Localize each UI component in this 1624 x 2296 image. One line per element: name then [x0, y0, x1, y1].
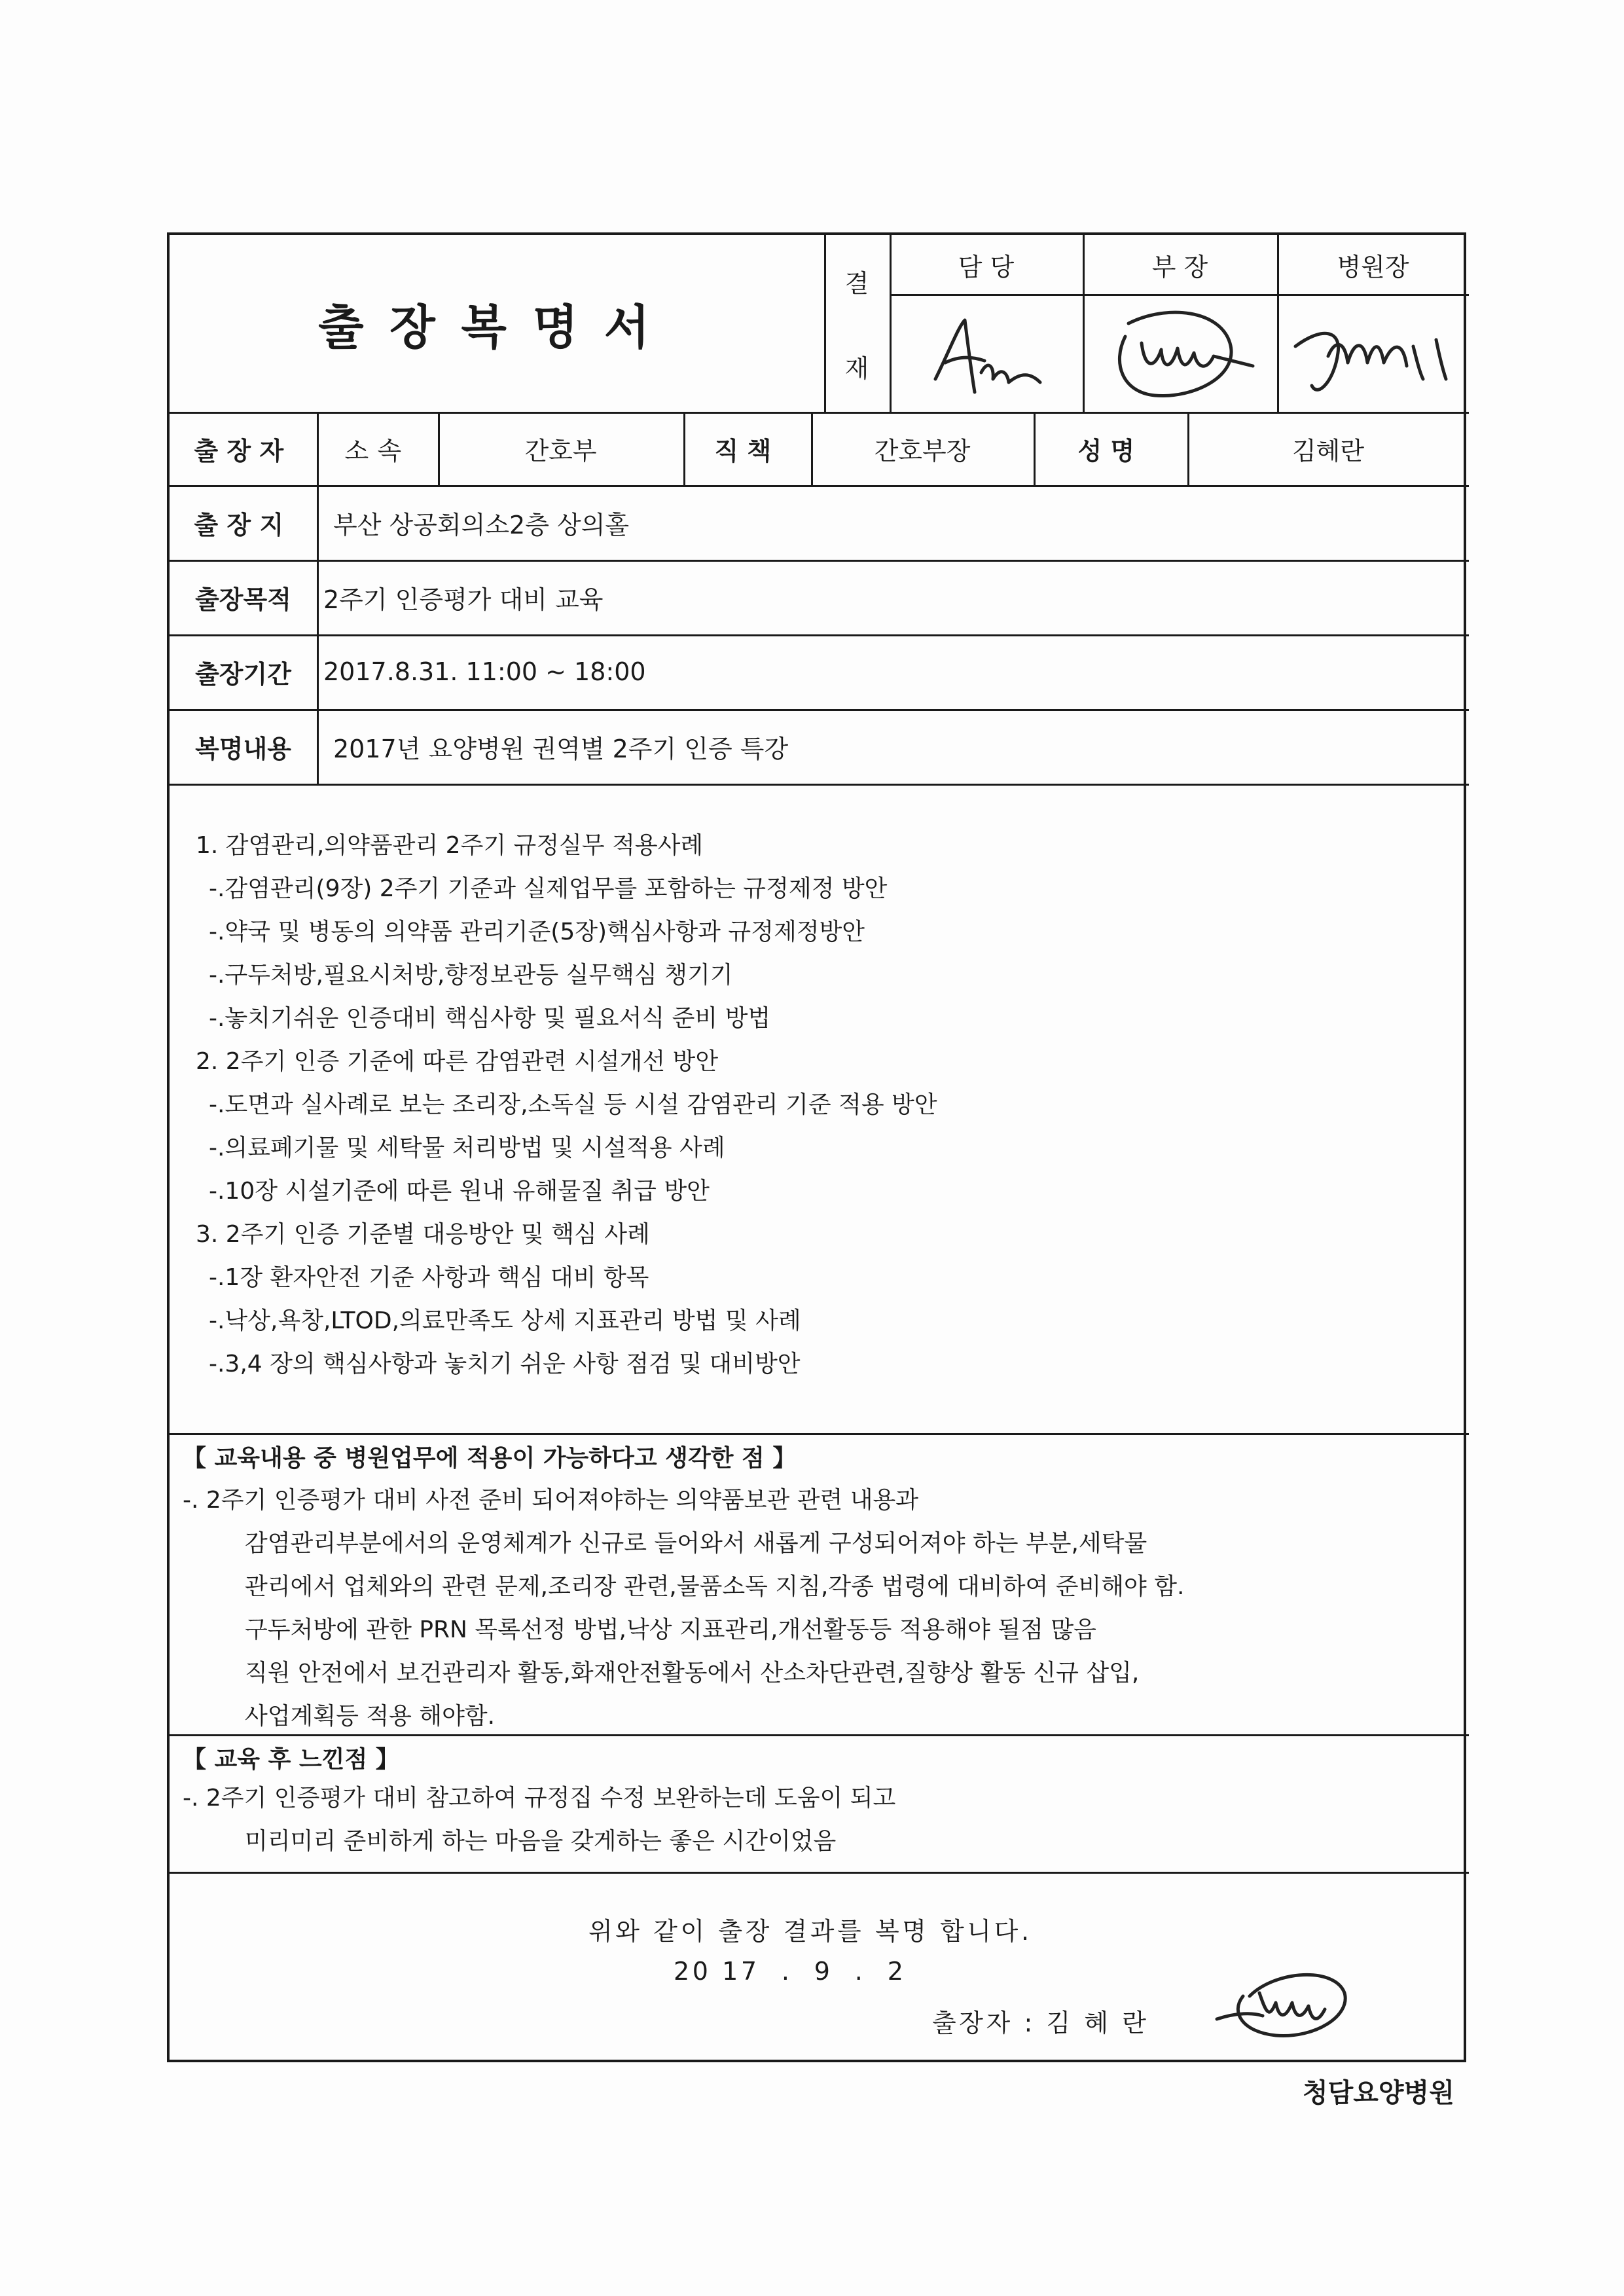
content-item: -.1장 환자안전 기준 사항과 핵심 대비 항목: [209, 1264, 649, 1291]
content-item: -.구두처방,필요시처방,향정보관등 실무핵심 챙기기: [209, 962, 733, 989]
impressions-line: -. 2주기 인증평가 대비 참고하여 규정집 수정 보완하는데 도움이 되고: [183, 1785, 896, 1812]
impressions-heading: 【 교육 후 느낀점 】: [183, 1746, 399, 1773]
content-item: 1. 감염관리,의약품관리 2주기 규정실무 적용사례: [196, 832, 704, 859]
staff-signature: [909, 301, 1066, 409]
position-label: 직책: [714, 436, 780, 465]
name-label: 성명: [1077, 436, 1144, 465]
place-value: 부산 상공회의소2층 상의홀: [333, 510, 630, 539]
divider: [890, 294, 1469, 296]
report-form: [167, 232, 1466, 2062]
dept-value: 간호부: [524, 436, 597, 465]
content-item: 2. 2주기 인증 기준에 따른 감염관련 시설개선 방안: [196, 1048, 719, 1075]
hospital-name: 청담요양병원: [1303, 2078, 1454, 2108]
approver-role-director: 병원장: [1337, 252, 1409, 282]
applicable-list: [183, 1479, 1184, 1738]
approver-role-staff: 담 당: [958, 252, 1015, 282]
place-label: 출장지: [194, 510, 293, 539]
position-value: 간호부장: [874, 436, 971, 465]
content-item: 3. 2주기 인증 기준별 대응방안 및 핵심 사례: [196, 1221, 650, 1248]
report-label: 복명내용: [195, 734, 291, 763]
period-label: 출장기간: [195, 659, 291, 689]
manager-signature: [1089, 297, 1272, 409]
content-list: [196, 824, 937, 1386]
content-item: -.놓치기쉬운 인증대비 핵심사항 및 필요서식 준비 방법: [209, 1005, 771, 1032]
director-signature: [1282, 301, 1466, 409]
applicable-line: 사업계획등 적용 해야함.: [245, 1703, 496, 1730]
approver-role-manager: 부 장: [1151, 252, 1208, 282]
impressions-list: [183, 1777, 895, 1863]
name-value: 김혜란: [1291, 436, 1365, 465]
approval-label-bottom: 재: [844, 354, 869, 383]
applicable-heading: 【 교육내용 중 병원업무에 적용이 가능하다고 생각한 점 】: [183, 1445, 797, 1472]
content-item: -.감염관리(9장) 2주기 기준과 실제업무를 포함하는 규정제정 방안: [209, 875, 888, 902]
content-item: -.10장 시설기준에 따른 원내 유해물질 취급 방안: [209, 1178, 710, 1205]
report-value: 2017년 요양병원 권역별 2주기 인증 특강: [333, 734, 789, 763]
traveler-label: 출장자: [194, 436, 293, 465]
dept-label: 소속: [344, 436, 410, 465]
content-item: -.약국 및 병동의 의약품 관리기준(5장)핵심사항과 규정제정방안: [209, 919, 865, 945]
content-item: -.3,4 장의 핵심사항과 놓치기 쉬운 사항 점검 및 대비방안: [209, 1351, 801, 1377]
applicable-line: 감염관리부분에서의 운영체계가 신규로 들어와서 새롭게 구성되어져야 하는 부분,세탁물: [245, 1530, 1147, 1557]
divider: [170, 1872, 1469, 1874]
traveler-signature: [1204, 1957, 1380, 2055]
applicable-line: 관리에서 업체와의 관련 문제,조리장 관련,물품소독 지침,각종 법령에 대비하여 준비해야 함.: [245, 1573, 1185, 1600]
purpose-value: 2주기 인증평가 대비 교육: [323, 585, 604, 614]
applicable-line: -. 2주기 인증평가 대비 사전 준비 되어져야하는 의약품보관 관련 내용과: [183, 1487, 919, 1514]
applicable-line: 직원 안전에서 보건관리자 활동,화재안전활동에서 산소차단관련,질향상 활동 신규 삽입,: [245, 1660, 1140, 1686]
content-item: -.낙상,욕창,LTOD,의료만족도 상세 지표관리 방법 및 사례: [209, 1307, 801, 1334]
divider: [170, 784, 1469, 786]
approval-label-top: 결: [844, 268, 869, 298]
form-title: 출장복명서: [318, 300, 676, 355]
period-value: 2017.8.31. 11:00 ~ 18:00: [323, 657, 646, 686]
content-item: -.의료폐기물 및 세탁물 처리방법 및 시설적용 사례: [209, 1135, 725, 1161]
footer-signer: 출장자 : 김 혜 란: [932, 2009, 1149, 2037]
impressions-line: 미리미리 준비하게 하는 마음을 갖게하는 좋은 시간이었음: [245, 1828, 837, 1855]
applicable-line: 구두처방에 관한 PRN 목록선정 방법,낙상 지표관리,개선활동등 적용해야 될점 많음: [245, 1616, 1096, 1643]
divider: [170, 1433, 1469, 1435]
footer-date: 20 17 . 9 . 2: [674, 1957, 907, 1986]
footer-statement: 위와 같이 출장 결과를 복명 합니다.: [588, 1917, 1032, 1946]
content-item: -.도면과 실사례로 보는 조리장,소독실 등 시설 감염관리 기준 적용 방안: [209, 1091, 937, 1118]
purpose-label: 출장목적: [195, 585, 291, 614]
